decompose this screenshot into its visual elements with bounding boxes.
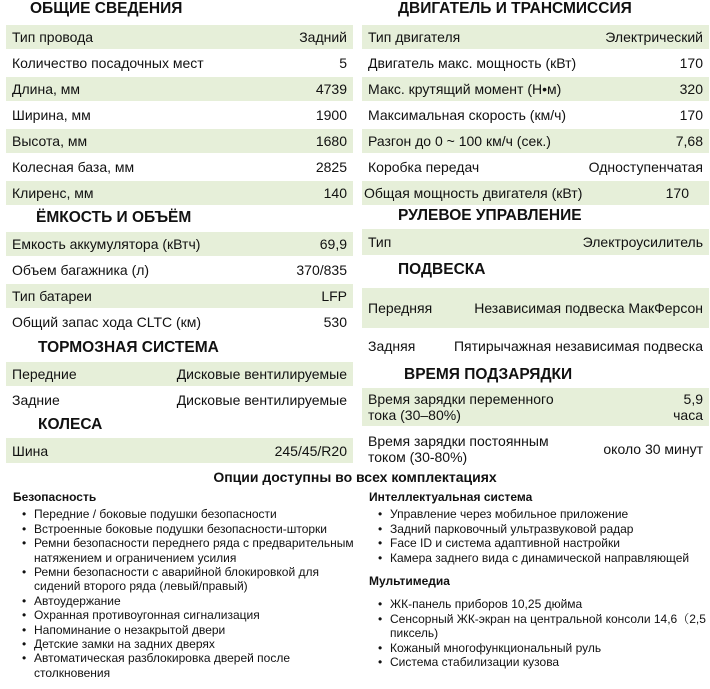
spec-value: 69,9 bbox=[319, 236, 347, 252]
list-item: • Управление через мобильное приложение bbox=[378, 507, 709, 521]
list-item: • Задний парковочный ультразвуковой радар bbox=[378, 522, 709, 536]
spec-row bbox=[362, 129, 709, 153]
intelligent-list bbox=[378, 507, 709, 565]
spec-row bbox=[6, 232, 353, 256]
spec-row bbox=[362, 288, 709, 328]
steering-heading: РУЛЕВОЕ УПРАВЛЕНИЕ bbox=[398, 207, 582, 224]
list-item: • Автоудержание bbox=[22, 594, 363, 608]
spec-label: Время зарядки постоянным током (30-80%) bbox=[368, 433, 549, 465]
spec-label: Передняя bbox=[368, 300, 433, 316]
safety-options bbox=[13, 490, 363, 680]
spec-value: 530 bbox=[323, 314, 347, 330]
spec-value: 320 bbox=[679, 81, 703, 97]
list-item: • Ремни безопасности с аварийной блокировкой для сидений второго ряда (левый/правый) bbox=[22, 565, 363, 594]
engine-heading: ДВИГАТЕЛЬ И ТРАНСМИССИЯ bbox=[398, 0, 632, 17]
spec-value: 170 bbox=[665, 185, 689, 201]
spec-row bbox=[362, 77, 709, 101]
list-item: • Встроенные боковые подушки безопасности-шторки bbox=[22, 522, 363, 536]
spec-label: Высота, мм bbox=[12, 133, 88, 149]
spec-row bbox=[362, 25, 709, 49]
spec-row bbox=[6, 51, 353, 75]
list-item: • Сенсорный ЖК-экран на центральной консоли 14,6（2,5 пиксель) bbox=[378, 612, 709, 641]
spec-row bbox=[362, 388, 709, 426]
list-item: • Система стабилизации кузова bbox=[378, 655, 709, 669]
general-heading: ОБЩИЕ СВЕДЕНИЯ bbox=[30, 0, 183, 17]
spec-label: Максимальная скорость (км/ч) bbox=[368, 107, 567, 123]
spec-row bbox=[362, 229, 709, 255]
spec-label: Количество посадочных мест bbox=[12, 55, 204, 71]
spec-value: Одноступенчатая bbox=[588, 159, 703, 175]
spec-label: Задняя bbox=[368, 338, 416, 354]
list-item: • Напоминание о незакрытой двери bbox=[22, 623, 363, 637]
spec-row bbox=[362, 334, 709, 358]
list-item: • Face ID и система адаптивной настройки bbox=[378, 536, 709, 550]
spec-label: Время зарядки переменного тока (30–80%) bbox=[368, 391, 554, 423]
list-item: • Передние / боковые подушки безопасности bbox=[22, 507, 363, 521]
intelligent-heading: Интеллектуальная система bbox=[369, 490, 533, 504]
spec-row bbox=[6, 155, 353, 179]
spec-value: Дисковые вентилируемые bbox=[176, 392, 347, 408]
spec-value: Пятирычажная независимая подвеска bbox=[453, 338, 703, 354]
spec-value: 7,68 bbox=[675, 133, 703, 149]
spec-row bbox=[6, 129, 353, 153]
capacity-heading: ЁМКОСТЬ И ОБЪЁМ bbox=[36, 209, 192, 226]
spec-label: Макс. крутящий момент (Н•м) bbox=[368, 81, 562, 97]
spec-row bbox=[6, 362, 353, 386]
list-item: • Ремни безопасности переднего ряда с предварительным натяжением и ограничением усилия bbox=[22, 536, 363, 565]
spec-row bbox=[362, 51, 709, 75]
wheels-heading: КОЛЕСА bbox=[38, 416, 103, 433]
list-item: • Охранная противоугонная сигнализация bbox=[22, 608, 363, 622]
multimedia-heading: Мультимедиа bbox=[369, 574, 450, 589]
spec-value: 1680 bbox=[315, 133, 347, 149]
spec-row bbox=[6, 103, 353, 127]
spec-row bbox=[362, 181, 709, 205]
spec-row bbox=[6, 284, 353, 308]
list-item: • Камера заднего вида с динамической направляющей bbox=[378, 551, 709, 565]
spec-label: Двигатель макс. мощность (кВт) bbox=[368, 55, 577, 71]
spec-label: Объем багажника (л) bbox=[12, 262, 150, 278]
spec-value: около 30 минут bbox=[603, 441, 703, 457]
spec-value: 4739 bbox=[315, 81, 347, 97]
spec-label: Коробка передач bbox=[368, 159, 480, 175]
multimedia-list bbox=[378, 597, 709, 669]
spec-label: Общий запас хода CLTC (км) bbox=[12, 314, 202, 330]
spec-label: Емкость аккумулятора (кВтч) bbox=[12, 236, 201, 252]
spec-value: Электрический bbox=[605, 29, 703, 45]
spec-row bbox=[6, 310, 353, 334]
spec-label: Шина bbox=[12, 442, 49, 459]
spec-value: 170 bbox=[679, 107, 703, 123]
spec-row bbox=[6, 438, 353, 463]
spec-value: 1900 bbox=[315, 107, 347, 123]
list-item: • Детские замки на задних дверях bbox=[22, 637, 363, 651]
options-title: Опции доступны во всех комплектациях bbox=[213, 469, 497, 485]
spec-label: Тип провода bbox=[12, 29, 94, 45]
spec-value: 2825 bbox=[315, 159, 347, 175]
spec-value: Независимая подвеска МакФерсон bbox=[474, 300, 703, 316]
spec-value: Дисковые вентилируемые bbox=[176, 366, 347, 382]
spec-row bbox=[362, 431, 709, 467]
spec-row bbox=[6, 25, 353, 49]
brakes-heading: ТОРМОЗНАЯ СИСТЕМА bbox=[38, 339, 219, 356]
list-item: • ЖК-панель приборов 10,25 дюйма bbox=[378, 597, 709, 611]
spec-row bbox=[6, 77, 353, 101]
spec-value: 140 bbox=[323, 185, 347, 201]
spec-label: Клиренс, мм bbox=[12, 185, 94, 201]
spec-label: Разгон до 0 ~ 100 км/ч (сек.) bbox=[368, 133, 551, 149]
spec-value: 370/835 bbox=[296, 262, 347, 278]
spec-row bbox=[362, 155, 709, 179]
list-item: • Кожаный многофункциональный руль bbox=[378, 641, 709, 655]
spec-value: Электроусилитель bbox=[582, 234, 703, 250]
intelligent-multimedia-options bbox=[369, 490, 709, 669]
spec-row bbox=[6, 181, 353, 205]
spec-label: Колесная база, мм bbox=[12, 159, 135, 175]
spec-row bbox=[6, 258, 353, 282]
spec-label: Общая мощность двигателя (кВт) bbox=[364, 185, 583, 201]
spec-label: Тип батареи bbox=[12, 288, 92, 304]
spec-value: LFP bbox=[321, 288, 347, 304]
spec-label: Длина, мм bbox=[12, 81, 81, 97]
spec-row bbox=[362, 103, 709, 127]
spec-value: 170 bbox=[679, 55, 703, 71]
spec-label: Тип двигателя bbox=[368, 29, 461, 45]
spec-value: 5,9 часа bbox=[673, 391, 703, 423]
spec-value: 245/45/R20 bbox=[274, 442, 347, 459]
spec-label: Тип bbox=[368, 234, 392, 250]
spec-label: Задние bbox=[12, 392, 60, 408]
safety-list bbox=[22, 507, 363, 680]
safety-heading: Безопасность bbox=[13, 490, 97, 504]
spec-label: Ширина, мм bbox=[12, 107, 91, 123]
suspension-heading: ПОДВЕСКА bbox=[398, 261, 486, 278]
list-item: • Автоматическая разблокировка дверей после столкновения bbox=[22, 651, 363, 680]
spec-value: 5 bbox=[339, 55, 347, 71]
spec-row bbox=[6, 388, 353, 412]
spec-label: Передние bbox=[12, 366, 77, 382]
spec-value: Задний bbox=[299, 29, 347, 45]
charging-heading: ВРЕМЯ ПОДЗАРЯДКИ bbox=[404, 366, 573, 383]
